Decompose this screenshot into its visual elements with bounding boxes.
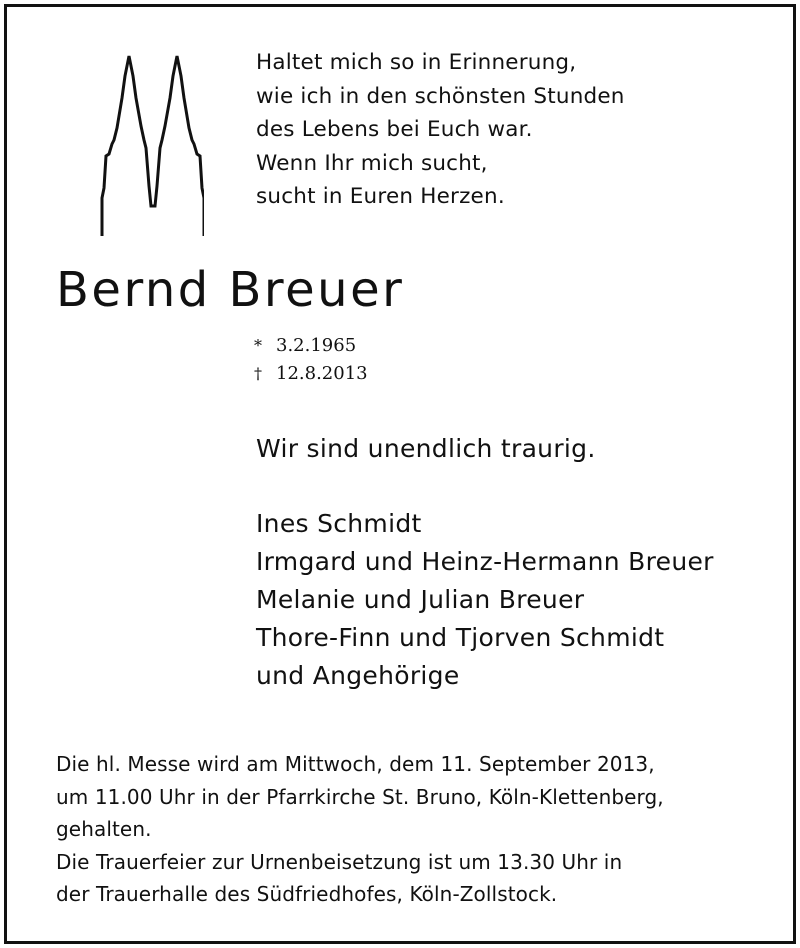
- death-symbol: †: [254, 364, 262, 383]
- poem-line: des Lebens bei Euch war.: [256, 117, 533, 142]
- mourner: und Angehörige: [256, 661, 460, 690]
- poem-line: Wenn Ihr mich sucht,: [256, 150, 488, 176]
- mourning-statement: Wir sind unendlich traurig.: [256, 434, 596, 463]
- service-line: gehalten.: [56, 817, 152, 841]
- birth-row: [254, 332, 368, 360]
- service-line: Die Trauerfeier zur Urnenbeisetzung ist um 13.30 Uhr in: [56, 849, 623, 874]
- poem-line: Haltet mich so in Erinnerung,: [256, 50, 577, 75]
- mourner: Irmgard und Heinz-Hermann Breuer: [256, 547, 714, 576]
- mourner: Ines Schmidt: [256, 509, 422, 538]
- poem-line: wie ich in den schönsten Stunden: [256, 83, 625, 109]
- mourner: Melanie und Julian Breuer: [256, 585, 585, 614]
- life-dates: [254, 332, 368, 388]
- service-notice: [56, 748, 664, 911]
- service-line: Die hl. Messe wird am Mittwoch, dem 11. September 2013,: [56, 752, 655, 776]
- birth-symbol: *: [254, 336, 262, 355]
- poem: [256, 46, 625, 214]
- death-date: 12.8.2013: [276, 363, 368, 384]
- service-line: der Trauerhalle des Südfriedhofes, Köln-Zollstock.: [56, 882, 558, 906]
- service-line: um 11.00 Uhr in der Pfarrkirche St. Bruno, Köln-Klettenberg,: [56, 784, 664, 809]
- poem-line: sucht in Euren Herzen.: [256, 184, 505, 209]
- mourners-list: [256, 505, 714, 695]
- birth-date: 3.2.1965: [276, 335, 357, 356]
- cologne-cathedral-icon: [94, 48, 204, 238]
- deceased-name: Bernd Breuer: [56, 262, 405, 318]
- death-row: [254, 360, 368, 388]
- mourner: Thore-Finn und Tjorven Schmidt: [256, 623, 665, 652]
